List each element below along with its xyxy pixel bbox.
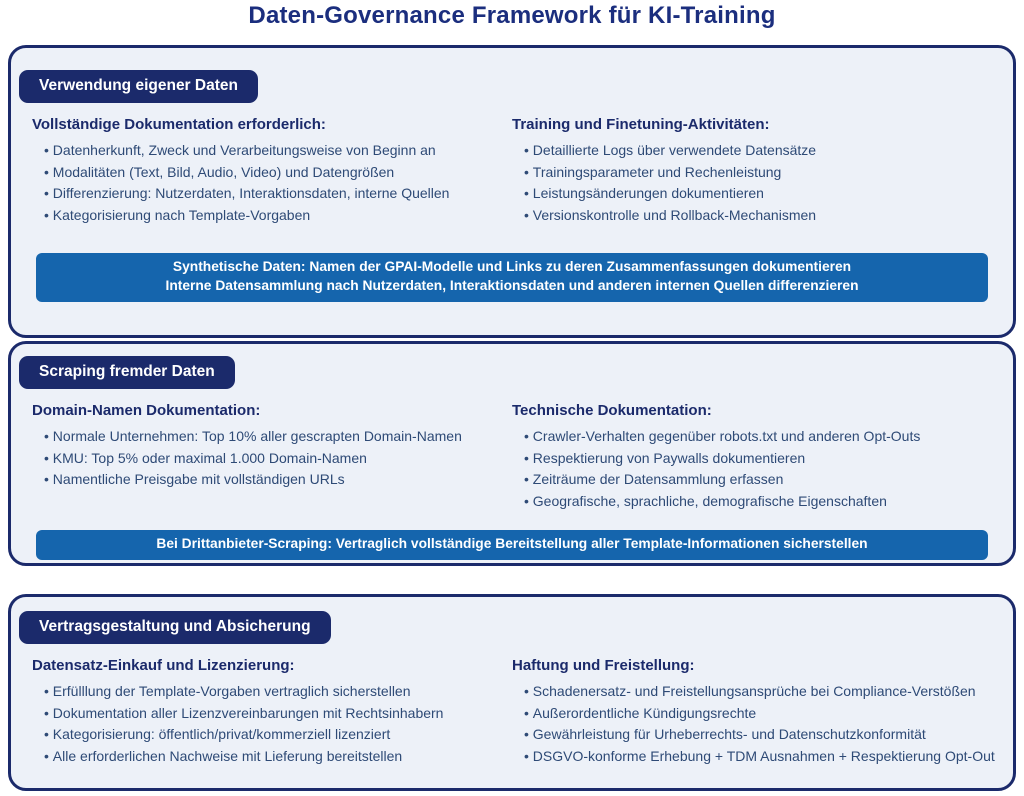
bullet-item: • Detaillierte Logs über verwendete Datensätze [524, 140, 1003, 162]
section-badge: Verwendung eigener Daten [19, 70, 258, 103]
info-banner [36, 253, 988, 301]
section-card-vertrag [8, 594, 1016, 791]
column-heading: Technische Dokumentation: [512, 402, 712, 419]
bullet-item: • Geografische, sprachliche, demografische Eigenschaften [524, 491, 1003, 513]
section-badge: Vertragsgestaltung und Absicherung [19, 611, 331, 644]
column-left [32, 402, 512, 512]
bullet-item: • Normale Unternehmen: Top 10% aller gescrapten Domain-Namen [44, 426, 512, 448]
column-heading: Datensatz-Einkauf und Lizenzierung: [32, 657, 295, 674]
bullet-item: • Respektierung von Paywalls dokumentieren [524, 448, 1003, 470]
column-left [32, 116, 512, 226]
bullet-item: • Kategorisierung nach Template-Vorgaben [44, 205, 512, 227]
bullet-item: • Kategorisierung: öffentlich/privat/kommerziell lizenziert [44, 724, 512, 746]
column-right [512, 116, 1013, 226]
banner-line: Interne Datensammlung nach Nutzerdaten, Interaktionsdaten und anderen internen Quellen differenzieren [165, 277, 859, 293]
bullet-list [524, 140, 1003, 226]
bullet-item: • Namentliche Preisgabe mit vollständigen URLs [44, 469, 512, 491]
bullet-item: • Dokumentation aller Lizenzvereinbarungen mit Rechtsinhabern [44, 703, 512, 725]
bullet-item: • Trainingsparameter und Rechenleistung [524, 162, 1003, 184]
bullet-list [44, 426, 512, 491]
bullet-item: • Schadenersatz- und Freistellungsansprüche bei Compliance-Verstößen [524, 681, 1003, 703]
bullet-item: • Crawler-Verhalten gegenüber robots.txt und anderen Opt-Outs [524, 426, 1003, 448]
column-left [32, 657, 512, 767]
section-card-eigene-daten [8, 45, 1016, 338]
column-right [512, 402, 1013, 512]
section-columns [11, 116, 1013, 226]
column-heading: Vollständige Dokumentation erforderlich: [32, 116, 326, 133]
bullet-list [44, 681, 512, 767]
bullet-item: • Gewährleistung für Urheberrechts- und Datenschutzkonformität [524, 724, 1003, 746]
bullet-list [44, 140, 512, 226]
bullet-item: • Differenzierung: Nutzerdaten, Interaktionsdaten, interne Quellen [44, 183, 512, 205]
page-title: Daten-Governance Framework für KI-Training [248, 2, 776, 29]
column-heading: Training und Finetuning-Aktivitäten: [512, 116, 770, 133]
column-heading: Haftung und Freistellung: [512, 657, 695, 674]
section-columns [11, 402, 1013, 512]
section-card-scraping [8, 341, 1016, 566]
bullet-item: • Versionskontrolle und Rollback-Mechanismen [524, 205, 1003, 227]
column-right [512, 657, 1013, 767]
column-heading: Domain-Namen Dokumentation: [32, 402, 261, 419]
bullet-item: • Alle erforderlichen Nachweise mit Lieferung bereitstellen [44, 746, 512, 768]
bullet-item: • Datenherkunft, Zweck und Verarbeitungsweise von Beginn an [44, 140, 512, 162]
banner-line: Bei Drittanbieter-Scraping: Vertraglich vollständige Bereitstellung aller Template-Informationen sicherstellen [156, 536, 868, 552]
section-columns [11, 657, 1013, 767]
bullet-item: • Außerordentliche Kündigungsrechte [524, 703, 1003, 725]
bullet-list [524, 681, 1003, 767]
section-badge: Scraping fremder Daten [19, 356, 235, 389]
bullet-list [524, 426, 1003, 512]
info-banner [36, 530, 988, 560]
banner-line: Synthetische Daten: Namen der GPAI-Modelle und Links zu deren Zusammenfassungen dokumentieren [172, 259, 852, 275]
bullet-item: • Erfülllung der Template-Vorgaben vertraglich sicherstellen [44, 681, 512, 703]
bullet-item: • DSGVO-konforme Erhebung + TDM Ausnahmen + Respektierung Opt-Out [524, 746, 1003, 768]
bullet-item: • KMU: Top 5% oder maximal 1.000 Domain-Namen [44, 448, 512, 470]
bullet-item: • Leistungsänderungen dokumentieren [524, 183, 1003, 205]
bullet-item: • Modalitäten (Text, Bild, Audio, Video) und Datengrößen [44, 162, 512, 184]
bullet-item: • Zeiträume der Datensammlung erfassen [524, 469, 1003, 491]
